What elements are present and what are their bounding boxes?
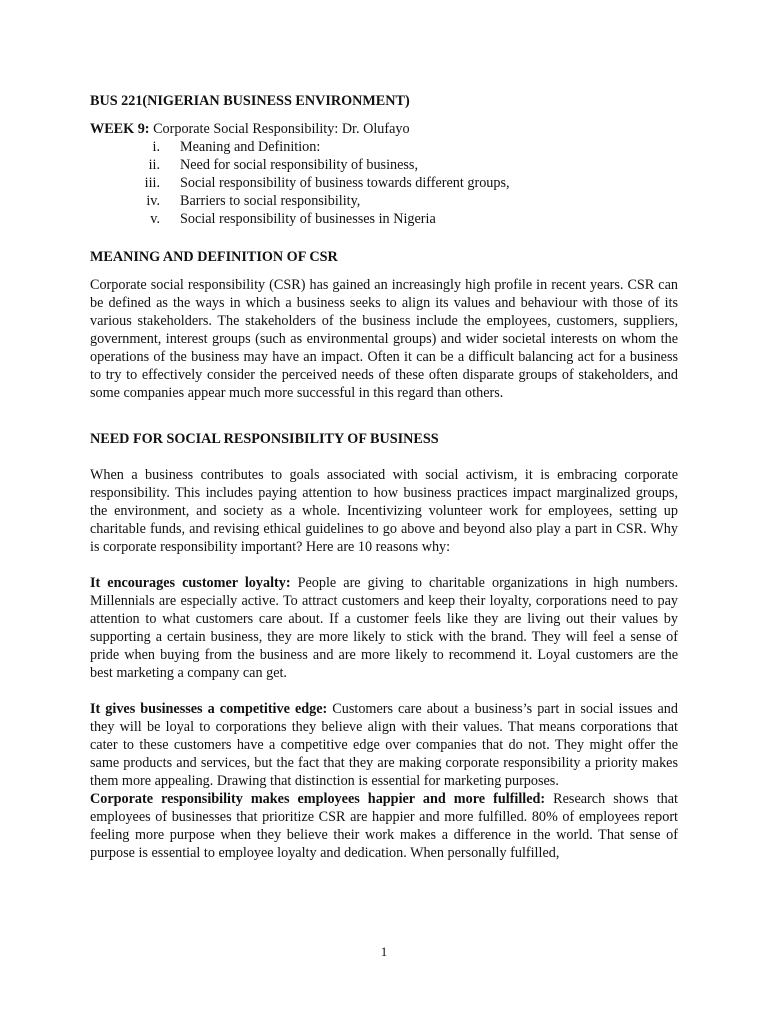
outline-item	[90, 192, 678, 210]
outline-number: iv.	[146, 193, 160, 209]
outline-number: iii.	[144, 175, 160, 191]
week-line	[90, 120, 678, 138]
section-heading-meaning: MEANING AND DEFINITION OF CSR	[90, 249, 338, 265]
paragraph-meaning: Corporate social responsibility (CSR) has gained an increasingly high profile in recent years. CSR can be defined as the ways in which a business seeks to align its values and behaviour with those of its various stakeholders. The stakeholders of the business include the employees, customers, suppliers, government, interest groups (such as environmental groups) and wider societal interests on whom the operations of the business may have an impact. Often it can be a difficult balancing act for a business to try to effectively consider the perceived needs of these often disparate groups of stakeholders, and some companies appear much more successful in this regard than others.	[90, 277, 678, 401]
paragraph-employee-fulfillment	[90, 790, 678, 862]
outline-text: Meaning and Definition:	[180, 139, 321, 155]
outline-text: Barriers to social responsibility,	[180, 193, 361, 209]
paragraph-lead: It gives businesses a competitive edge:	[90, 701, 328, 717]
paragraph-lead: Corporate responsibility makes employees happier and more fulfilled:	[90, 791, 546, 807]
document-page	[90, 92, 678, 862]
week-topic: Corporate Social Responsibility: Dr. Olufayo	[149, 121, 410, 137]
paragraph-body: Customers care about a business’s part in social issues and they will be loyal to corporations they believe align with their values. That means corporations that cater to these customers have a competitive edge over companies that do not. They might offer the same products and services, but the fact that they are making corporate responsibility a priority makes them more appealing. Drawing that distinction is essential for marketing purposes.	[90, 701, 678, 789]
section-heading-need: NEED FOR SOCIAL RESPONSIBILITY OF BUSINESS	[90, 431, 439, 447]
outline-text: Social responsibility of business towards different groups,	[180, 175, 510, 191]
topic-outline	[90, 138, 678, 228]
paragraph-lead: It encourages customer loyalty:	[90, 575, 291, 591]
outline-number: i.	[152, 139, 160, 155]
week-label: WEEK 9:	[90, 121, 150, 137]
outline-text: Social responsibility of businesses in Nigeria	[180, 211, 436, 227]
paragraph-body: People are giving to charitable organizations in high numbers. Millennials are especially active. To attract customers and keep their loyalty, corporations need to pay attention to what customers care about. If a customer feels like they are living out their values by supporting a certain business, they are more likely to stick with the brand. They will feel a sense of pride when buying from the business and are more likely to recommend it. Loyal customers are the best marketing a company can get.	[90, 575, 678, 681]
document-title: BUS 221(NIGERIAN BUSINESS ENVIRONMENT)	[90, 93, 410, 109]
outline-item	[90, 174, 678, 192]
paragraph-body: Research shows that employees of businesses that prioritize CSR are happier and more fulfilled. 80% of employees report feeling more purpose when they believe their work makes a difference in the world. That sense of purpose is essential to employee loyalty and dedication. When personally fulfilled,	[90, 791, 678, 861]
outline-text: Need for social responsibility of business,	[180, 157, 418, 173]
outline-item	[90, 156, 678, 174]
outline-item	[90, 210, 678, 228]
paragraph-competitive-edge	[90, 700, 678, 790]
outline-item	[90, 138, 678, 156]
paragraph-need-intro: When a business contributes to goals associated with social activism, it is embracing corporate responsibility. This includes paying attention to how business practices impact marginalized groups, the environment, and society as a whole. Incentivizing volunteer work for employees, setting up charitable funds, and revising ethical guidelines to go above and beyond also play a part in CSR. Why is corporate responsibility important? Here are 10 reasons why:	[90, 467, 678, 555]
paragraph-customer-loyalty	[90, 574, 678, 682]
outline-number: v.	[150, 211, 160, 227]
outline-number: ii.	[148, 157, 160, 173]
page-number: 1	[380, 944, 388, 959]
